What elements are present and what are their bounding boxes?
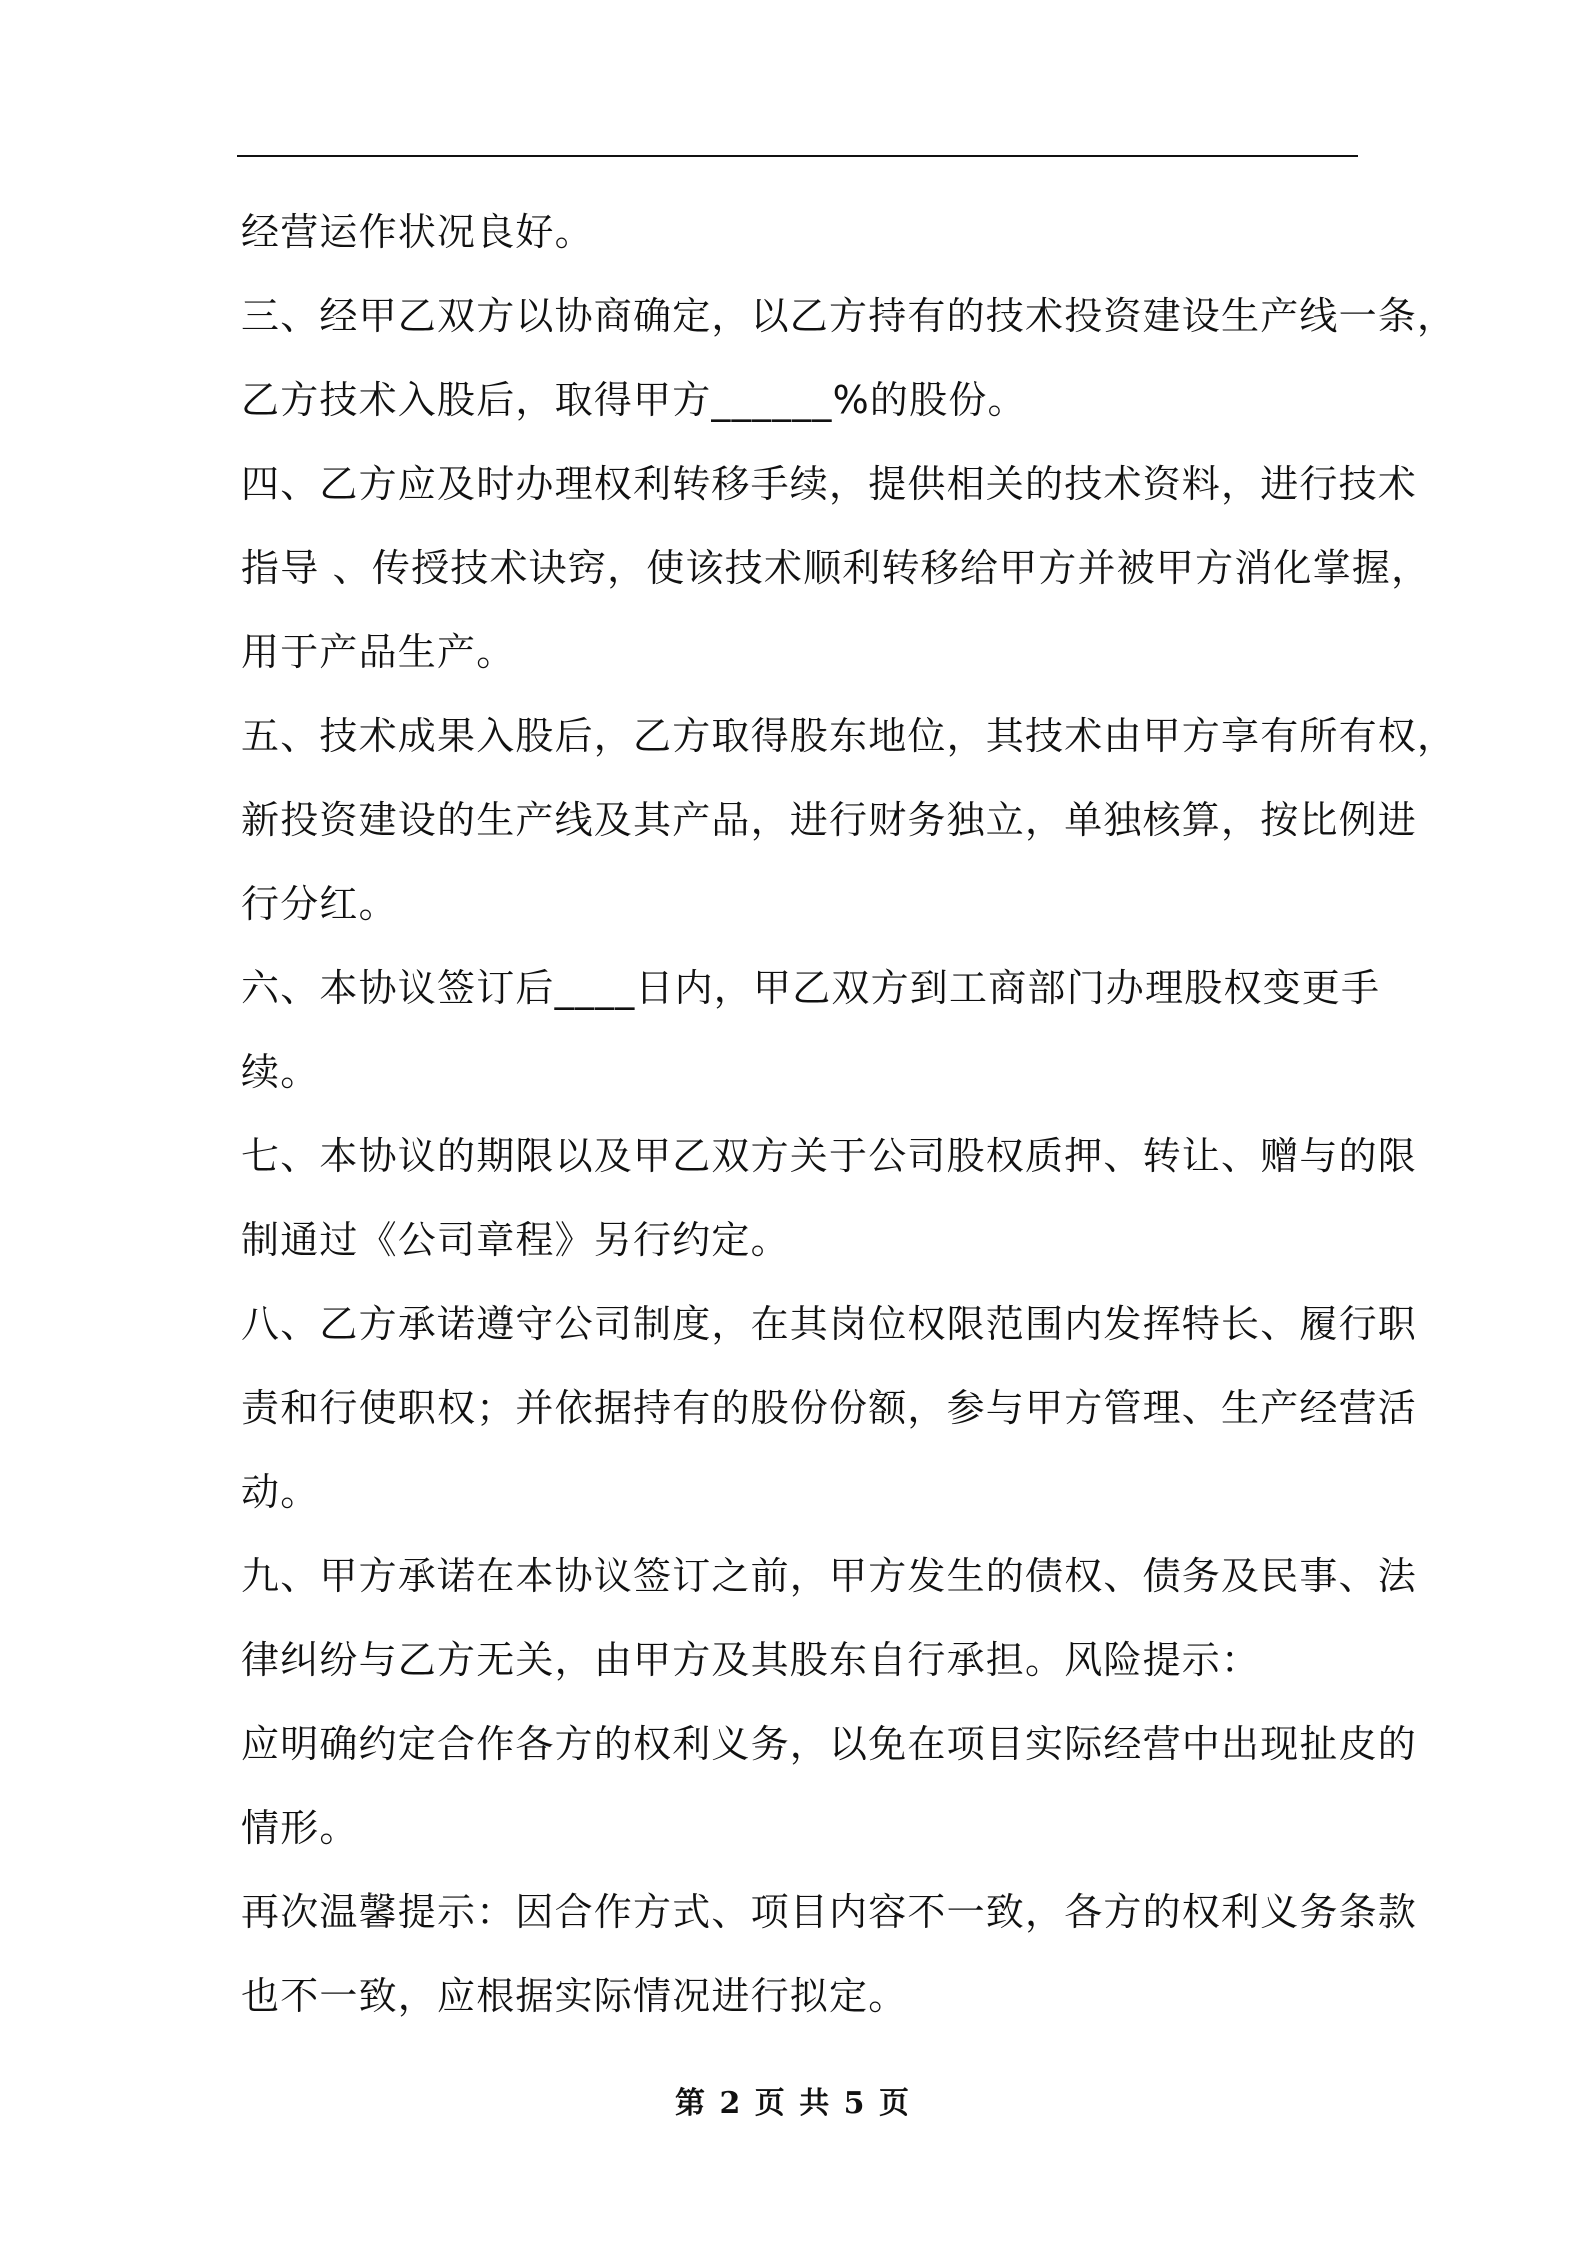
body-line: 三、经甲乙双方以协商确定，以乙方持有的技术投资建设生产线一条， [241, 294, 1457, 338]
body-line: 再次温馨提示：因合作方式、项目内容不一致，各方的权利义务条款 [241, 1890, 1418, 1934]
body-line: 四、乙方应及时办理权利转移手续，提供相关的技术资料，进行技术 [241, 462, 1418, 506]
header-rule [237, 155, 1358, 157]
body-line: 七、本协议的期限以及甲乙双方关于公司股权质押、转让、赠与的限 [241, 1134, 1418, 1178]
body-line: 制通过《公司章程》另行约定。 [241, 1218, 790, 1262]
body-line: 经营运作状况良好。 [241, 210, 594, 254]
body-line: 用于产品生产。 [241, 630, 516, 674]
body-line: 应明确约定合作各方的权利义务，以免在项目实际经营中出现扯皮的 [241, 1722, 1418, 1766]
body-line: 六、本协议签订后____日内，甲乙双方到工商部门办理股权变更手 [241, 966, 1381, 1010]
body-line: 续。 [241, 1050, 320, 1094]
body-line: 行分红。 [241, 882, 398, 926]
body-line: 律纠纷与乙方无关，由甲方及其股东自行承担。风险提示： [241, 1638, 1261, 1682]
body-line: 九、甲方承诺在本协议签订之前，甲方发生的债权、债务及民事、法 [241, 1554, 1418, 1598]
body-line: 也不一致，应根据实际情况进行拟定。 [241, 1974, 908, 2018]
body-line: 新投资建设的生产线及其产品，进行财务独立，单独核算，按比例进 [241, 798, 1418, 842]
document-body [241, 190, 1457, 2038]
body-line: 五、技术成果入股后，乙方取得股东地位，其技术由甲方享有所有权， [241, 714, 1457, 758]
body-line: 指导 、传授技术诀窍，使该技术顺利转移给甲方并被甲方消化掌握， [241, 546, 1431, 590]
body-line: 乙方技术入股后，取得甲方______%的股份。 [241, 378, 1027, 422]
body-line: 责和行使职权；并依据持有的股份份额，参与甲方管理、生产经营活 [241, 1386, 1418, 1430]
body-line: 八、乙方承诺遵守公司制度，在其岗位权限范围内发挥特长、履行职 [241, 1302, 1418, 1346]
body-line: 情形。 [241, 1806, 359, 1850]
page-number-footer: 第 2 页 共 5 页 [675, 2086, 911, 2121]
body-line: 动。 [241, 1470, 320, 1514]
